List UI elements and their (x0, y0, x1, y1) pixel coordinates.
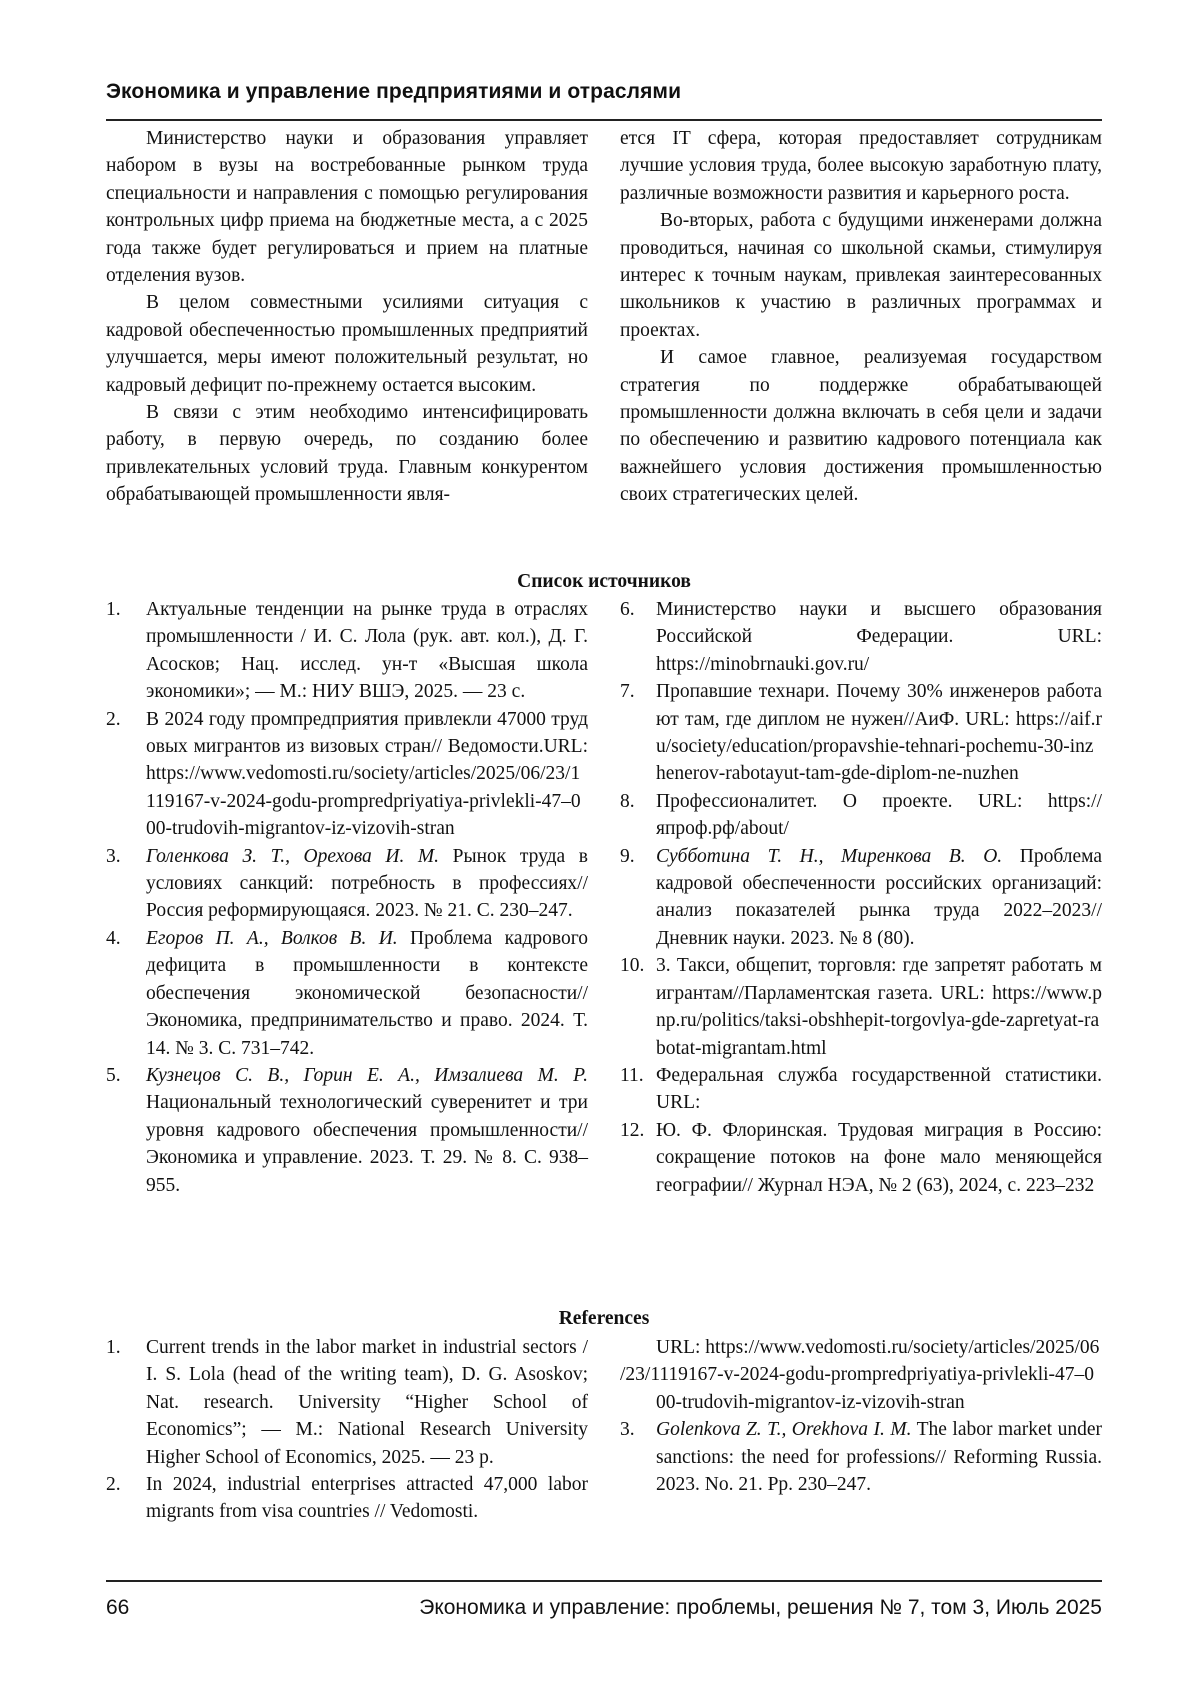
reference-text: In 2024, industrial enterprises attracted 47,000 labor migrants from visa countries // Vedomosti. (146, 1474, 588, 1523)
reference-number: 4. (106, 927, 121, 949)
body-paragraph: Во-вторых, работа с будущими инженерами должна проводиться, начиная со школьной скамьи, стимулируя интерес к точным наукам, привлекая заинтересованных школьников к участию в различных программах и проектах. (620, 210, 1102, 341)
reference-text: Проблема кадрового дефицита в промышленности в контексте обеспечения экономической безопасности// Экономика, предпринимательство и право. 2024. Т. 14. № 3. С. 731–742. (146, 927, 588, 1059)
running-head-title: Экономика и управление предприятиями и отраслями (106, 80, 682, 103)
reference-text: Профессионалитет. О проекте. URL: https://япроф.рф/about/ (656, 790, 1102, 840)
reference-item (106, 706, 588, 843)
reference-text: 3. Такси, общепит, торговля: где запретят работать мигрантам//Парламентская газета. URL: https://www.pnp.ru/politics/taksi-obshhepit-torgovlya-gde-zapretyat-rabotat-migrantam.html (656, 955, 1102, 1059)
reference-item (620, 596, 1102, 678)
reference-authors: Голенкова З. Т., Орехова И. М. (146, 845, 440, 867)
reference-text: Ю. Ф. Флоринская. Трудовая миграция в Россию: сокращение потоков на фоне мало меняющейся географии// Журнал НЭА, № 2 (63), 2024, с. 223–232 (656, 1119, 1102, 1196)
sources-heading: Список источников (517, 571, 691, 592)
reference-number: 11. (620, 1064, 644, 1086)
reference-number: 2. (106, 708, 121, 730)
reference-authors: Кузнецов С. В., Горин Е. А., Имзалиева М. Р. (146, 1064, 588, 1086)
reference-authors: Golenkova Z. T., Orekhova I. M. (656, 1419, 912, 1441)
header-divider (106, 119, 1102, 121)
reference-text: В 2024 году промпредприятия привлекли 47000 трудовых мигрантов из визовых стран// Ведомости.URL: https://www.vedomosti.ru/society/articles/2025/06/23/1119167-v-2024-godu-prompredpriyatiya-privlekli-47–000-trudovih-migrantov-iz-vizovih-stran (146, 708, 588, 840)
page-number: 66 (106, 1596, 130, 1619)
reference-text: Министерство науки и высшего образования Российской Федерации. URL: https://minobrnauki.gov.ru/ (656, 599, 1102, 675)
reference-item (620, 678, 1102, 788)
reference-text: Федеральная служба государственной статистики. URL: (656, 1064, 1102, 1114)
reference-item (106, 596, 588, 706)
reference-number: 3. (620, 1419, 635, 1441)
reference-text: Проблема кадровой обеспеченности российских организаций: анализ показателей рынка труда 2022–2023// Дневник науки. 2023. № 8 (80). (656, 845, 1103, 949)
reference-item (620, 788, 1102, 843)
reference-item (620, 843, 1102, 953)
body-left-column (106, 125, 588, 509)
reference-number: 12. (620, 1119, 645, 1141)
reference-text: Current trends in the labor market in industrial sectors / I. S. Lola (head of the writing team), D. G. Asoskov; Nat. research. University “Higher School of Economics”; — M.: National Research University Higher School of Economics, 2025. — 23 p. (146, 1337, 588, 1468)
references-heading: References (558, 1308, 650, 1329)
sources-right-column (620, 596, 1102, 1199)
reference-number: 7. (620, 681, 635, 703)
reference-authors: Субботина Т. Н., Миренкова В. О. (656, 845, 1003, 867)
body-paragraph: И самое главное, реализуемая государством стратегия по поддержке обрабатывающей промышленности должна включать в себя цели и задачи по обеспечению и развитию кадрового потенциала как важнейшего условия достижения промышленностью своих стратегических целей. (620, 347, 1102, 506)
reference-number: 8. (620, 790, 635, 812)
reference-item (106, 843, 588, 925)
reference-text: Рынок труда в условиях санкций: потребность в профессиях//Россия реформирующаяся. 2023. № 21. С. 230–247. (146, 845, 588, 922)
reference-number: 6. (620, 599, 635, 620)
body-paragraph: В связи с этим необходимо интенсифицировать работу, в первую очередь, по созданию более привлекательных условий труда. Главным конкурентом обрабатывающей промышленности явля- (106, 402, 588, 506)
reference-item (620, 1416, 1102, 1498)
references-right-column (620, 1334, 1102, 1498)
body-right-column (620, 125, 1102, 509)
reference-number: 9. (620, 845, 635, 867)
reference-item (106, 925, 588, 1062)
reference-text: The labor market under sanctions: the need for professions// Reforming Russia. 2023. No. 21. Pp. 230–247. (656, 1419, 1102, 1496)
journal-issue: Экономика и управление: проблемы, решения № 7, том 3, Июль 2025 (419, 1596, 1102, 1619)
reference-text: Национальный технологический суверенитет и три уровня кадрового обеспечения промышленности//Экономика и управление. 2023. Т. 29. № 8. С. 938–955. (146, 1092, 588, 1196)
reference-text: Актуальные тенденции на рынке труда в отраслях промышленности / И. С. Лола (рук. авт. кол.), Д. Г. Асосков; Нац. исслед. ун-т «Высшая школа экономики»; — М.: НИУ ВШЭ, 2025. — 23 с. (146, 599, 588, 703)
references-left-column (106, 1334, 588, 1526)
body-paragraph: Министерство науки и образования управляет набором в вузы на востребованные рынком труда специальности и направления с помощью регулирования контрольных цифр приема на бюджетные места, а с 2025 года также будет регулироваться и прием на платные отделения вузов. (106, 128, 588, 287)
reference-item (106, 1334, 588, 1471)
reference-continuation: URL: https://www.vedomosti.ru/society/articles/2025/06 (656, 1337, 1100, 1358)
reference-continuation (620, 1361, 1102, 1416)
reference-number: 5. (106, 1064, 121, 1086)
reference-number: 1. (106, 1337, 121, 1358)
reference-text: Пропавшие технари. Почему 30% инженеров работают там, где диплом не нужен//АиФ. URL: https://aif.ru/society/education/propavshie-tehnari-pochemu-30-inzhenerov-rabotayut-tam-gde-diplom-ne-nuzhen (656, 681, 1102, 785)
body-paragraph: В целом совместными усилиями ситуация с кадровой обеспеченностью промышленных предприятий улучшается, меры имеют положительный результат, но кадровый дефицит по-прежнему остается высоким. (106, 292, 588, 396)
reference-authors: Егоров П. А., Волков В. И. (146, 927, 398, 949)
sources-left-column (106, 596, 588, 1199)
reference-number: 2. (106, 1474, 121, 1496)
reference-continuation-text: /23/1119167-v-2024-godu-prompredpriyatiya-privlekli-47–000-trudovih-migrantov-iz-vizovih-stran (620, 1364, 1095, 1413)
reference-item (620, 952, 1102, 1062)
reference-item (620, 1117, 1102, 1199)
reference-number: 1. (106, 599, 121, 620)
reference-item (106, 1062, 588, 1199)
reference-item (620, 1062, 1102, 1117)
reference-item (106, 1471, 588, 1526)
reference-number: 10. (620, 955, 645, 977)
reference-number: 3. (106, 845, 121, 867)
body-paragraph-continuation: ется IT сфера, которая предоставляет сотрудникам лучшие условия труда, более высокую заработную плату, различные возможности развития и карьерного роста. (620, 128, 1102, 204)
footer-divider (106, 1580, 1102, 1582)
